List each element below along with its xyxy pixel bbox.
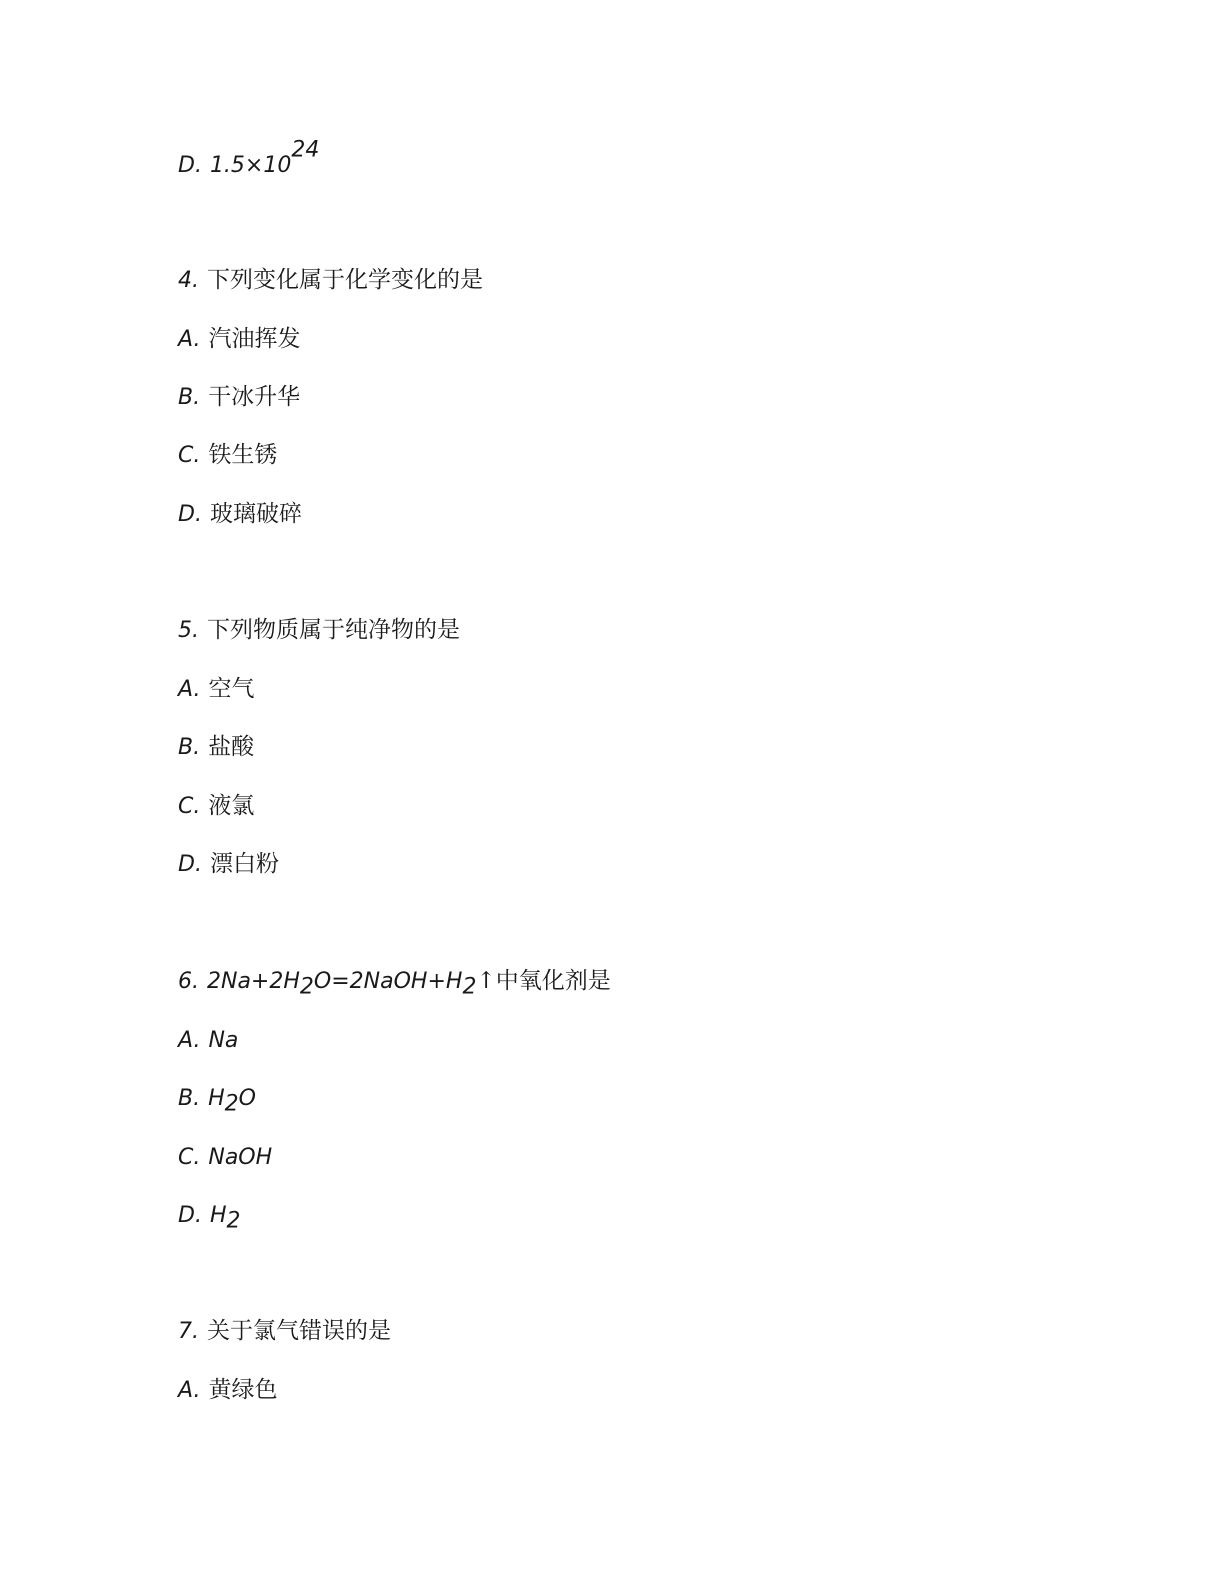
option-label: D. xyxy=(178,502,202,527)
q5-option-b xyxy=(178,732,254,762)
option-text-exponent: 24 xyxy=(291,137,320,163)
option-text: NaOH xyxy=(208,1145,273,1170)
equation-subscript: 2 xyxy=(299,974,314,1000)
option-label: C. xyxy=(178,794,201,819)
question-text: 下列物质属于纯净物的是 xyxy=(207,617,460,643)
option-text: 铁生锈 xyxy=(208,442,278,468)
question-text: 关于氯气错误的是 xyxy=(207,1318,391,1344)
option-label: A. xyxy=(178,1378,201,1403)
question-number: 6. xyxy=(178,969,199,994)
option-text: 干冰升华 xyxy=(208,384,301,410)
q6-option-b xyxy=(178,1083,256,1117)
q6-option-a xyxy=(178,1025,238,1055)
option-label: A. xyxy=(178,1028,201,1053)
question-number: 7. xyxy=(178,1319,199,1344)
q5-stem xyxy=(178,615,460,645)
option-text: H xyxy=(208,1086,225,1111)
option-label: D. xyxy=(178,852,202,877)
gas-arrow: ↑ xyxy=(476,968,496,994)
option-text: O xyxy=(238,1086,256,1111)
question-number: 4. xyxy=(178,268,199,293)
equation-part: O=2NaOH+H xyxy=(313,969,463,994)
option-text: H xyxy=(209,1203,227,1228)
option-label: C. xyxy=(178,1145,201,1170)
option-label: B. xyxy=(178,735,201,760)
q4-option-b xyxy=(178,382,300,412)
option-text-base: 1.5×10 xyxy=(209,153,292,178)
q7-stem xyxy=(178,1316,391,1346)
option-label: B. xyxy=(178,385,201,410)
option-text: 空气 xyxy=(208,676,255,702)
q5-option-d xyxy=(178,849,279,879)
option-label: A. xyxy=(178,327,201,352)
option-label: D. xyxy=(178,153,202,178)
option-text: 盐酸 xyxy=(208,734,255,760)
question-text: 中氧化剂是 xyxy=(495,968,611,994)
option-text: 玻璃破碎 xyxy=(209,501,302,527)
q3-option-d xyxy=(178,137,320,180)
option-label: C. xyxy=(178,443,201,468)
option-text: 液氯 xyxy=(208,793,255,819)
q4-option-a xyxy=(178,324,300,354)
question-number: 5. xyxy=(178,618,199,643)
q5-option-a xyxy=(178,674,254,704)
q5-option-c xyxy=(178,791,254,821)
equation-subscript: 2 xyxy=(462,974,477,1000)
option-text: Na xyxy=(208,1028,239,1053)
option-text: 汽油挥发 xyxy=(208,326,301,352)
option-label: B. xyxy=(178,1086,201,1111)
q4-option-c xyxy=(178,440,277,470)
option-label: A. xyxy=(178,677,201,702)
q6-option-c xyxy=(178,1142,272,1172)
question-text: 下列变化属于化学变化的是 xyxy=(207,267,483,293)
option-subscript: 2 xyxy=(224,1091,239,1117)
q4-option-d xyxy=(178,499,302,529)
option-subscript: 2 xyxy=(226,1208,241,1234)
q6-option-d xyxy=(178,1200,241,1234)
q6-stem xyxy=(178,966,611,1000)
option-label: D. xyxy=(178,1203,202,1228)
option-text: 黄绿色 xyxy=(208,1377,278,1403)
equation-part: 2Na+2H xyxy=(207,969,300,994)
option-text: 漂白粉 xyxy=(209,851,279,877)
q7-option-a xyxy=(178,1375,277,1405)
q4-stem xyxy=(178,265,483,295)
